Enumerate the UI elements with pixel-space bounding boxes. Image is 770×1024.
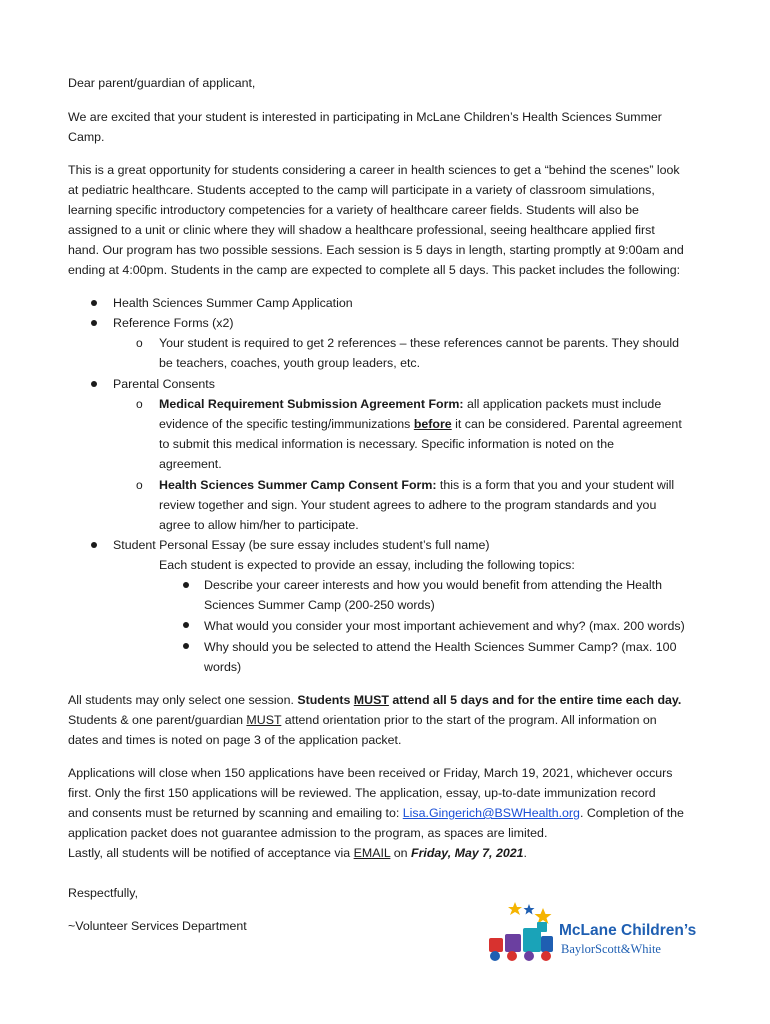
must-emphasis: MUST <box>353 693 389 707</box>
applications-text: on <box>390 846 412 860</box>
closing: Respectfully, <box>68 886 139 900</box>
consent-form-title: Health Sciences Summer Camp Consent Form: <box>159 478 437 492</box>
must-emphasis: MUST <box>246 713 282 727</box>
paragraph-line: at pediatric healthcare. Students accepted to the camp will participate in a variety of classroom simulations, <box>68 183 655 197</box>
consent-form-text: this is a form that you and your student will <box>436 478 675 492</box>
session-text: attend orientation prior to the start of the program. All information on <box>281 713 657 727</box>
sub-item-line: be teachers, coaches, youth group leaders, etc. <box>159 356 421 370</box>
session-line: dates and times is noted on page 3 of the application packet. <box>68 733 402 747</box>
applications-line <box>68 803 684 823</box>
list-item: Student Personal Essay (be sure essay includes student’s full name) <box>113 538 490 552</box>
acceptance-date: Friday, May 7, 2021 <box>411 846 524 860</box>
bullet-icon <box>183 622 189 628</box>
bullet-icon <box>91 542 97 548</box>
medical-form-title: Medical Requirement Submission Agreement Form: <box>159 397 464 411</box>
medical-form-line: to submit this medical information is necessary. Specific information is noted on the <box>159 437 614 451</box>
essay-topic-line: Sciences Summer Camp (200-250 words) <box>204 598 435 612</box>
consent-form-line: review together and sign. Your student agrees to adhere to the program standards and you <box>159 498 657 512</box>
paragraph-line: This is a great opportunity for students considering a career in health sciences to get a “behind the scenes” look <box>68 163 680 177</box>
circle-bullet-icon: o <box>136 478 143 492</box>
medical-form-text: it can be considered. Parental agreement <box>451 417 682 431</box>
applications-text: Lastly, all students will be notified of acceptance via <box>68 846 354 860</box>
session-text: All students may only select one session. <box>68 693 298 707</box>
before-emphasis: before <box>413 417 452 431</box>
session-bold: attend all 5 days and for the entire time each day. <box>388 693 682 707</box>
paragraph-line: ending at 4:00pm. Students in the camp are expected to complete all 5 days. This packet includes the following: <box>68 263 681 277</box>
bullet-icon <box>91 320 97 326</box>
paragraph-line: hand. Our program has two possible sessions. Each session is 5 days in length, starting promptly at 9:00am and <box>68 243 684 257</box>
intro-line: We are excited that your student is interested in participating in McLane Children’s Health Sciences Summer <box>68 110 662 124</box>
circle-bullet-icon: o <box>136 397 143 411</box>
medical-form-text: evidence of the specific testing/immunizations <box>159 417 414 431</box>
applications-line: first. Only the first 150 applications will be reviewed. The application, essay, up-to-date immunization record <box>68 786 656 800</box>
circle-bullet-icon: o <box>136 336 143 350</box>
applications-line: application packet does not guarantee admission to the program, as spaces are limited. <box>68 826 548 840</box>
session-line <box>68 710 657 730</box>
medical-form-line <box>159 414 682 434</box>
train-logo-icon <box>485 900 557 970</box>
applications-text: . <box>523 846 527 860</box>
applications-text: . Completion of the <box>579 806 684 820</box>
list-item: Parental Consents <box>113 377 215 391</box>
intro-line: Camp. <box>68 130 105 144</box>
mclane-childrens-logo <box>485 900 715 970</box>
bullet-icon <box>91 300 97 306</box>
list-item: Health Sciences Summer Camp Application <box>113 296 353 310</box>
signature: ~Volunteer Services Department <box>68 919 247 933</box>
logo-name: McLane Children’s <box>559 922 697 939</box>
consent-form-line: agree to allow him/her to participate. <box>159 518 359 532</box>
email-emphasis: EMAIL <box>353 846 391 860</box>
session-line <box>68 690 681 710</box>
list-item: Reference Forms (x2) <box>113 316 234 330</box>
session-bold: Students <box>297 693 354 707</box>
bullet-icon <box>91 381 97 387</box>
essay-topic-line: What would you consider your most important achievement and why? (max. 200 words) <box>204 619 685 633</box>
medical-form-line: agreement. <box>159 457 222 471</box>
applications-line: Applications will close when 150 applications have been received or Friday, March 19, 2021, whichever occurs <box>68 766 673 780</box>
session-text: Students & one parent/guardian <box>68 713 247 727</box>
applications-line <box>68 843 527 863</box>
greeting: Dear parent/guardian of applicant, <box>68 76 256 90</box>
email-link[interactable]: Lisa.Gingerich@BSWHealth.org <box>402 806 580 820</box>
paragraph-line: assigned to a unit or clinic where they will shadow a healthcare professional, seeing healthcare applied first <box>68 223 655 237</box>
paragraph-line: learning specific introductory competencies for a variety of healthcare career fields. Students will also be <box>68 203 639 217</box>
medical-form-line <box>159 394 661 414</box>
bullet-icon <box>183 643 189 649</box>
essay-intro: Each student is expected to provide an essay, including the following topics: <box>159 558 575 572</box>
consent-form-line <box>159 475 674 495</box>
bullet-icon <box>183 582 189 588</box>
applications-text: and consents must be returned by scanning and emailing to: <box>68 806 403 820</box>
sub-item-line: Your student is required to get 2 references – these references cannot be parents. They should <box>159 336 680 350</box>
medical-form-text: all application packets must include <box>463 397 662 411</box>
essay-topic-line: Why should you be selected to attend the Health Sciences Summer Camp? (max. 100 <box>204 640 677 654</box>
essay-topic-line: Describe your career interests and how you would benefit from attending the Health <box>204 578 663 592</box>
essay-topic-line: words) <box>204 660 242 674</box>
logo-subname: BaylorScott&White <box>561 942 661 956</box>
